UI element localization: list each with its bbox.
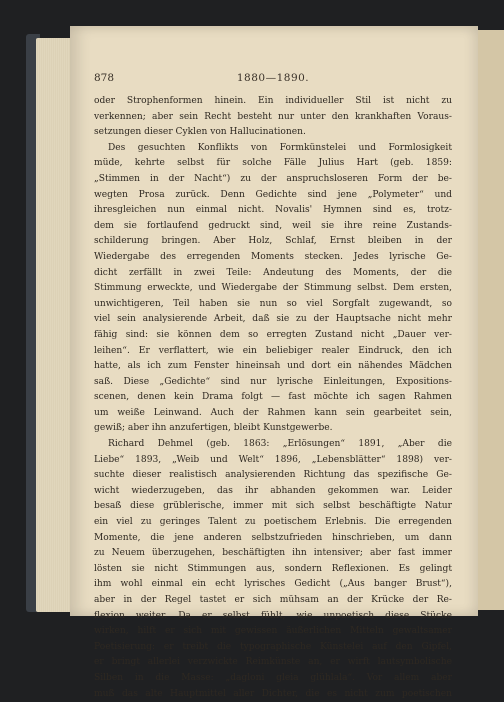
body-text	[94, 94, 452, 702]
text-line: setzungen dieser Cyklen von Hallucinationen.	[94, 127, 306, 138]
text-line: aber in der Regel tastet er sich mühsam an der Krücke der Re-	[94, 595, 452, 605]
text-line: leihen“. Er verflattert, wie ein beliebiger realer Eindruck, den ich	[94, 345, 452, 356]
text-line: hatte, als ich zum Fenster hineinsah und dort ein nähendes Mädchen	[94, 361, 452, 372]
text-line: ihm wohl einmal ein echt lyrisches Gedicht („Aus banger Brust“),	[94, 579, 452, 590]
text-line: „Stimmen in der Nacht“) zu der anspruchsloseren Form der be-	[94, 173, 452, 184]
text-line: viel sein analysierende Arbeit, daß sie zu der Hauptsache nicht mehr	[94, 314, 452, 325]
text-line: scenen, denen kein Drama folgt — fast möchte ich sagen Rahmen	[94, 392, 452, 403]
text-line: dicht zerfällt in zwei Teile: Andeutung des Moments, der die	[94, 267, 452, 278]
text-line: Poetisierung: er treibt die typographische Künstelei auf den Gipfel,	[94, 641, 452, 652]
page-number: 878	[94, 72, 115, 84]
text-line: suchte dieser realistisch analysierenden Richtung das spezifische Ge-	[94, 470, 452, 481]
text-line: wicht wiederzugeben, das ihr abhanden gekommen war. Leider	[94, 485, 452, 496]
text-line: lösten sie nicht Stimmungen aus, sondern Reflexionen. Es gelingt	[94, 563, 452, 574]
text-line: verkennen; aber sein Recht besteht nur unter den krankhaften Voraus-	[94, 111, 452, 122]
text-line: wirken, hilft er sich mit gewissen äußerlichen Mitteln gewaltsamer	[94, 626, 452, 637]
text-line: gewiß; aber ihn anzufertigen, bleibt Kunstgewerbe.	[94, 423, 333, 434]
facing-page-edge	[478, 30, 504, 610]
text-line: um weiße Leinwand. Auch der Rahmen kann sein gearbeitet sein,	[94, 407, 452, 418]
text-line: Richard Dehmel (geb. 1863: „Erlösungen“ 1891, „Aber die	[108, 439, 452, 450]
running-head: 1880—1890.	[236, 72, 310, 84]
text-line: Silben in die Masse: „dagloni gleia glühlala“. Vor allem aber	[94, 672, 452, 683]
page-header	[94, 72, 452, 86]
text-line: muß das alte Hauptmittel aller Dichter, die es nicht zum poetischen	[94, 688, 452, 699]
text-line: müde, kehrte selbst für solche Fälle Julius Hart (geb. 1859:	[94, 158, 452, 169]
text-line: schilderung bringen. Aber Holz, Schlaf, Ernst bleiben in der	[94, 236, 452, 247]
text-line: fähig sind: sie können dem so erregten Zustand nicht „Dauer ver-	[94, 329, 452, 340]
text-line: ein viel zu geringes Talent zu poetischem Erlebnis. Die erregenden	[94, 517, 452, 528]
text-line: dem sie fortlaufend gedruckt sind, weil sie ihre reine Zustands-	[94, 220, 452, 231]
text-line: ihresgleichen nun einmal nicht. Novalis' Hymnen sind es, trotz-	[94, 205, 452, 216]
text-line: besaß diese grüblerische, immer mit sich selbst beschäftigte Natur	[94, 501, 452, 512]
text-line: Liebe“ 1893, „Weib und Welt“ 1896, „Lebensblätter“ 1898) ver-	[94, 454, 452, 465]
text-line: saß. Diese „Gedichte“ sind nur lyrische Einleitungen, Expositions-	[94, 376, 452, 387]
text-line: Wiedergabe des erregenden Moments stecken. Jedes lyrische Ge-	[94, 251, 452, 262]
text-line: wegten Prosa zurück. Denn Gedichte sind jene „Polymeter“ und	[94, 189, 452, 200]
text-line: flexion weiter. Da er selbst fühlt, wie unpoetisch diese Stücke	[94, 610, 452, 621]
text-line: oder Strophenformen hinein. Ein individueller Stil ist nicht zu	[94, 96, 452, 106]
text-line: Momente, die jene anderen selbstzufrieden hinschrieben, um dann	[94, 532, 452, 543]
text-line: Des gesuchten Konflikts von Formkünstelei und Formlosigkeit	[108, 142, 452, 153]
text-line: Stimmung erweckte, und Wiedergabe der Stimmung selbst. Dem ersten,	[94, 283, 452, 294]
text-line: zu Neuem überzugehen, beschäftigten ihn intensiver; aber fast immer	[94, 548, 452, 559]
text-line: unwichtigeren, Teil haben sie nun so viel Sorgfalt zugewandt, so	[94, 298, 452, 309]
text-line: er bringt allerlei verzwickte Reimkünste an, er wirft lautsymbolische	[94, 657, 452, 668]
